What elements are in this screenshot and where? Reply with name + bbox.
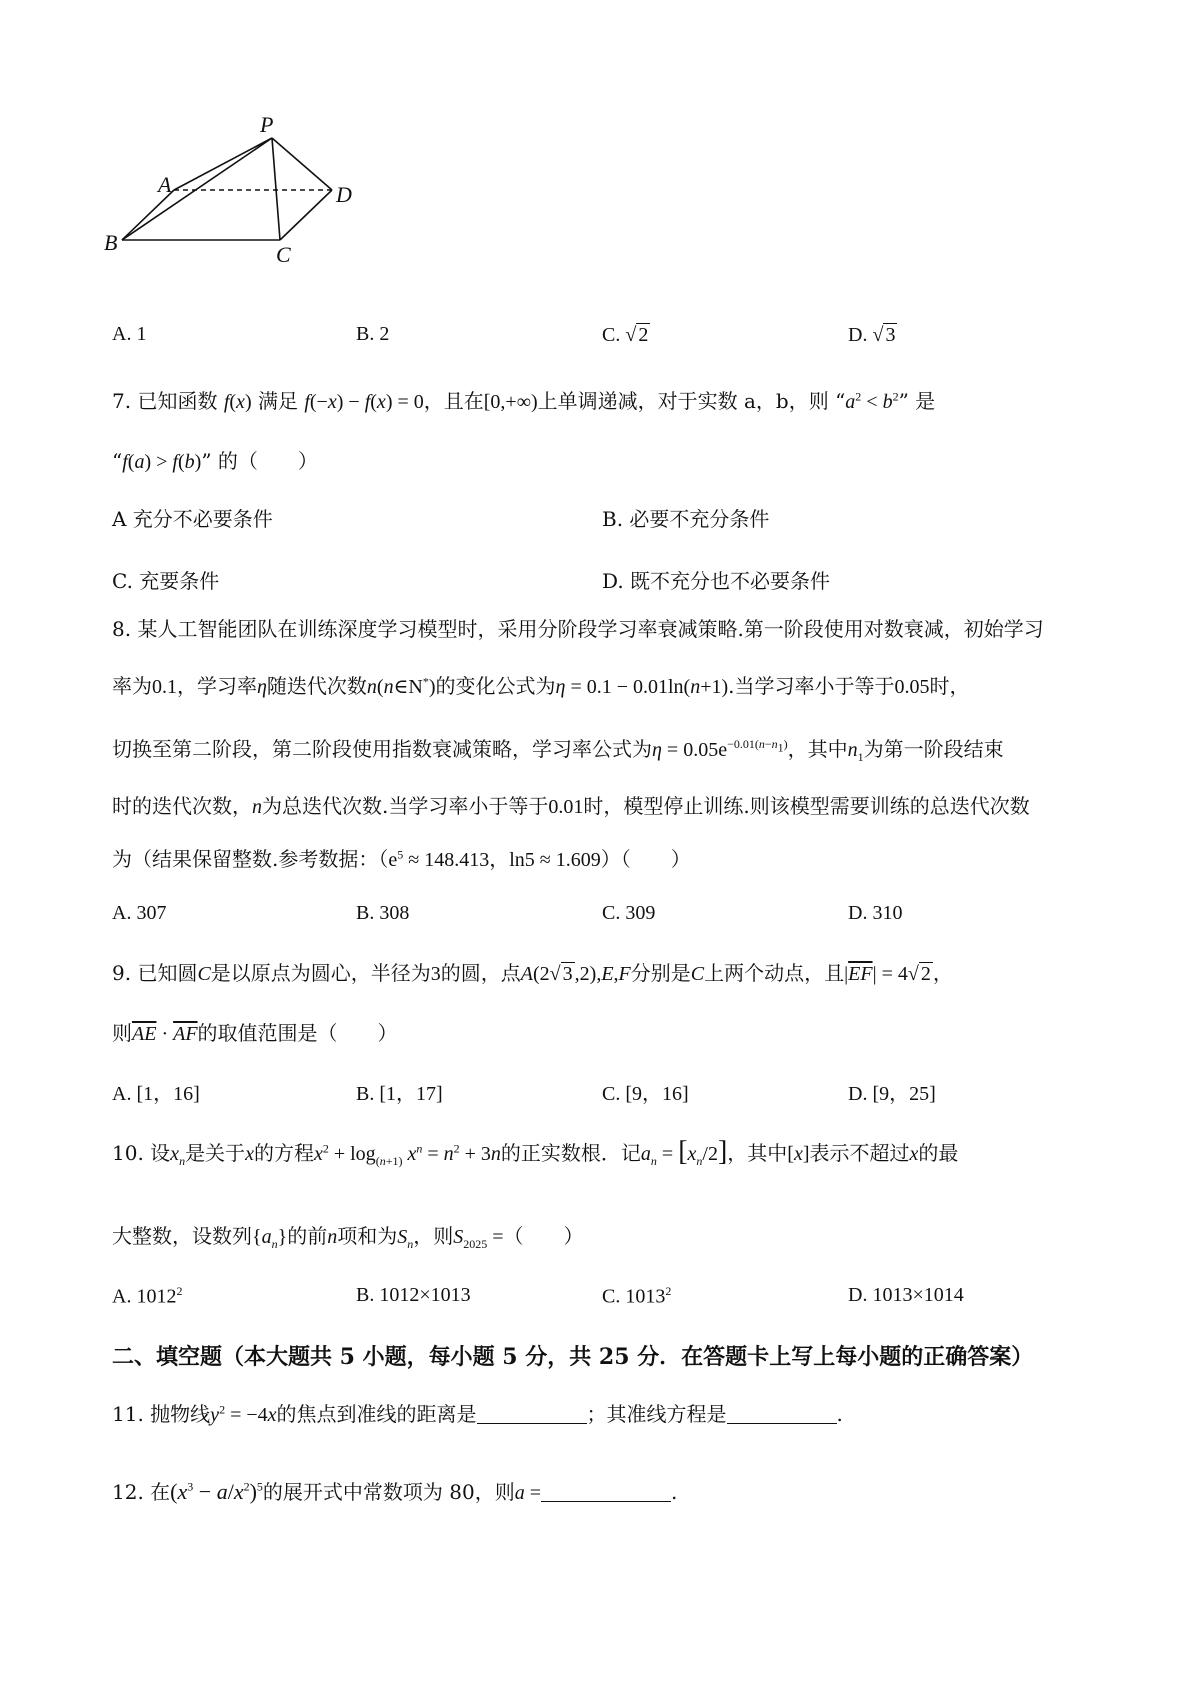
q6-option-d-value: 3 <box>885 324 896 346</box>
q7-line2: “f(a) > f(b)” 的（ ） <box>112 449 318 473</box>
label-P: P <box>260 112 274 137</box>
edge-PB <box>122 138 272 240</box>
q8-line2: 率为0.1，学习率η随迭代次数n(n∈N*)的变化公式为η = 0.1 − 0.01ln(n+1).当学习率小于等于0.05时， <box>112 674 970 698</box>
label-A: A <box>158 172 172 197</box>
q7-line1: 7. 已知函数 f(x) 满足 f(−x) − f(x) = 0，且在[0,+∞)上单调递减，对于实数 a，b，则 “$a^2 < b^2$” 是 <box>112 389 936 413</box>
edge-AB <box>122 190 174 240</box>
q9-option-c: C. [9，16] <box>602 1083 689 1105</box>
q6-option-d: D. √ 3 <box>848 324 896 346</box>
q6-option-a: A. 1 <box>112 323 147 345</box>
q7-option-d: D. 既不充分也不必要条件 <box>602 569 831 593</box>
q10-option-b: B. 1012×1013 <box>356 1284 471 1306</box>
label-C: C <box>276 242 291 267</box>
q8-option-b: B. 308 <box>356 902 410 924</box>
q6-option-c-label: C. <box>602 324 626 346</box>
q8-option-d: D. 310 <box>848 902 903 924</box>
q11-line: 11. 抛物线$y^2 = -4x$的焦点到准线的距离是 ；其准线方程是 . <box>112 1402 843 1426</box>
section-heading: 二、填空题（本大题共 5 小题，每小题 5 分，共 25 分．在答题卡上写上每小题的正确答案） <box>112 1344 1034 1370</box>
q6-option-d-label: D. <box>848 324 873 346</box>
pyramid-figure <box>100 110 400 270</box>
q8-option-c: C. 309 <box>602 902 656 924</box>
q6-option-c-value: 2 <box>638 324 649 346</box>
q8-line1: 8. 某人工智能团队在训练深度学习模型时，采用分阶段学习率衰减策略.第一阶段使用对数衰减，初始学习 <box>112 617 1044 641</box>
q11-blank-2[interactable] <box>727 1422 837 1424</box>
q11-blank-1[interactable] <box>477 1422 587 1424</box>
q9-line1: 9. 已知圆C是以原点为圆心，半径为3的圆，点A(2√ 3 ,2),E,F分别是C上两个动点，且$|\overline{EF}| = 4√$ 2 ， <box>112 961 953 985</box>
q12-blank[interactable] <box>541 1500 671 1502</box>
q12-line: 12. 在$(x^3 - a/x^2)^5$的展开式中常数项为 80，则a = . <box>112 1479 678 1504</box>
q8-line4: 时的迭代次数，n为总迭代次数.当学习率小于等于0.01时，模型停止训练.则该模型需要训练的总迭代次数 <box>112 794 1030 818</box>
edge-PD <box>272 138 332 190</box>
label-B: B <box>104 230 118 255</box>
edge-PA <box>174 138 272 190</box>
q9-option-d: D. [9，25] <box>848 1083 936 1105</box>
q6-option-b: B. 2 <box>356 323 390 345</box>
q9-option-b: B. [1，17] <box>356 1083 443 1105</box>
q9-line2: 则$\overline{AE} \cdot \overline{AF}$的取值范围是（ ） <box>112 1021 398 1045</box>
q6-option-c: C. √ 2 <box>602 324 649 346</box>
q8-line5: 为（结果保留整数.参考数据：（$e^5 \approx 148.413$，ln5 ≈ 1.609）（ ） <box>112 847 691 871</box>
q10-option-a: A. 1012$^2$ <box>112 1284 183 1308</box>
edge-CD <box>280 190 332 240</box>
edge-PC <box>272 138 280 240</box>
q10-option-c: C. 1013$^2$ <box>602 1284 672 1308</box>
q7-option-a: A 充分不必要条件 <box>112 507 273 531</box>
q10-line1: 10. 设$x_n$是关于x的方程$x^2 + \log_{(n+1)} x^n = n^2 + 3n$的正实数根．记$a_n = [x_n/2]$，其中[x]表示不超过x的最 <box>112 1136 959 1168</box>
label-D: D <box>336 182 352 207</box>
q10-option-d: D. 1013×1014 <box>848 1284 964 1306</box>
q9-option-a: A. [1，16] <box>112 1083 200 1105</box>
q8-line3: 切换至第二阶段，第二阶段使用指数衰减策略，学习率公式为$\eta = 0.05e^{-0.01(n-n_1)}$，其中$n_1$为第一阶段结束 <box>112 737 1004 764</box>
q8-option-a: A. 307 <box>112 902 167 924</box>
q7-option-b: B. 必要不充分条件 <box>602 507 770 531</box>
q10-line2: 大整数，设数列$\{a_n\}$的前n项和为$S_n$，则$S_{2025}$ =（ ） <box>112 1224 584 1251</box>
q7-option-c: C. 充要条件 <box>112 569 220 593</box>
